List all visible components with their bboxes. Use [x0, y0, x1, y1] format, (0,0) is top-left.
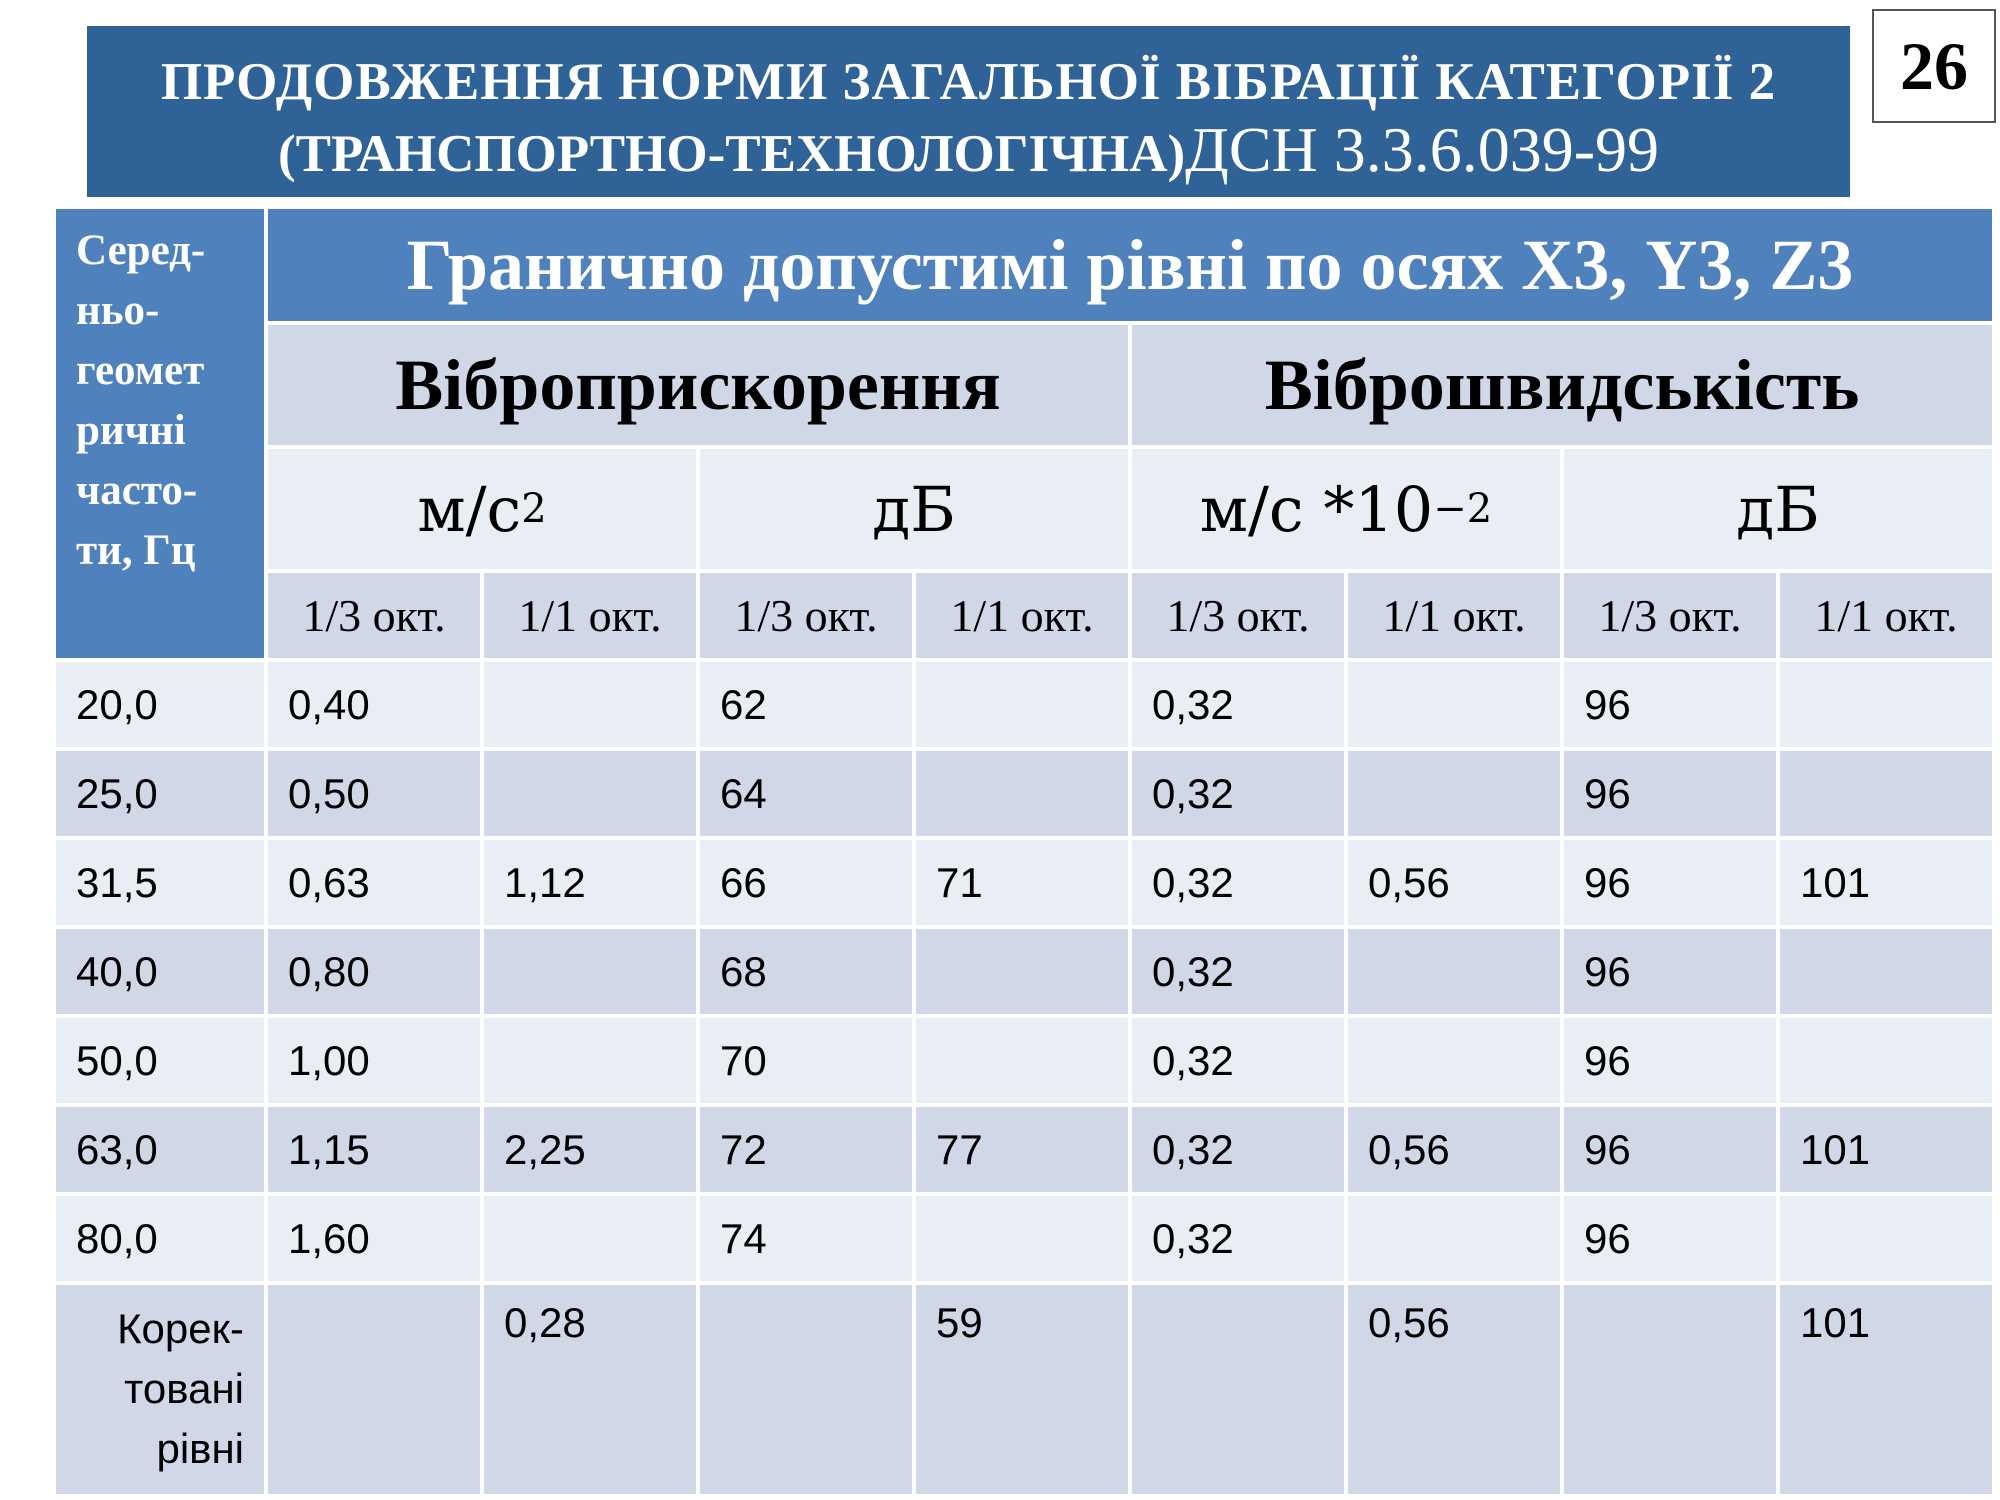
table-cell: 0,32	[1132, 929, 1344, 1014]
table-cell: 96	[1564, 1018, 1776, 1103]
table-cell	[484, 751, 696, 836]
table-cell	[484, 929, 696, 1014]
unit-header: м/с 2	[268, 449, 696, 569]
table-cell: 71	[916, 840, 1128, 925]
frequency-cell: 31,5	[56, 840, 264, 925]
table-cell: 74	[700, 1196, 912, 1281]
table-cell: 0,40	[268, 662, 480, 747]
octave-header: 1/3 окт.	[700, 573, 912, 658]
group-header-velocity: Віброшвидськість	[1132, 325, 1992, 445]
corrected-level-cell: 59	[916, 1285, 1128, 1494]
table-cell	[916, 751, 1128, 836]
table-cell: 0,56	[1348, 1107, 1560, 1192]
table-cell	[484, 1196, 696, 1281]
unit-base: м/с	[417, 472, 522, 546]
table-cell: 62	[700, 662, 912, 747]
frequency-column-header: Серед- ньо- геомет ричні часто- ти, Гц	[56, 209, 264, 658]
corrected-level-cell	[1132, 1285, 1344, 1494]
table-cell: 0,56	[1348, 840, 1560, 925]
main-header: Гранично допустимі рівні по осях Х3, Y3, Z3	[268, 209, 1992, 321]
group-header-acceleration: Віброприскорення	[268, 325, 1128, 445]
table-cell	[916, 929, 1128, 1014]
frequency-cell: 63,0	[56, 1107, 264, 1192]
table-cell: 96	[1564, 1107, 1776, 1192]
corrected-level-cell: 101	[1780, 1285, 1992, 1494]
octave-header: 1/3 окт.	[268, 573, 480, 658]
table-cell: 77	[916, 1107, 1128, 1192]
frequency-cell: 50,0	[56, 1018, 264, 1103]
octave-header: 1/3 окт.	[1564, 573, 1776, 658]
unit-base: дБ	[1736, 472, 1820, 546]
table-cell	[1780, 929, 1992, 1014]
table-cell: 0,32	[1132, 840, 1344, 925]
table-cell: 2,25	[484, 1107, 696, 1192]
corrected-level-cell	[700, 1285, 912, 1494]
table-cell: 101	[1780, 1107, 1992, 1192]
table-cell: 96	[1564, 662, 1776, 747]
table-cell	[1348, 751, 1560, 836]
table-cell: 0,32	[1132, 1107, 1344, 1192]
table-cell: 66	[700, 840, 912, 925]
table-cell: 96	[1564, 929, 1776, 1014]
corrected-level-cell: 0,56	[1348, 1285, 1560, 1494]
unit-header	[700, 449, 1128, 569]
table-cell: 0,32	[1132, 662, 1344, 747]
table-cell: 1,15	[268, 1107, 480, 1192]
title-line-2	[87, 116, 1850, 188]
table-cell: 0,50	[268, 751, 480, 836]
frequency-cell: 25,0	[56, 751, 264, 836]
slide-title	[87, 26, 1850, 197]
unit-base: дБ	[872, 472, 956, 546]
table-cell: 64	[700, 751, 912, 836]
corrected-level-cell: 0,28	[484, 1285, 696, 1494]
table-cell	[916, 1018, 1128, 1103]
table-cell	[1348, 929, 1560, 1014]
table-cell	[1780, 662, 1992, 747]
corrected-levels-label: Корек- товані рівні	[56, 1285, 264, 1494]
octave-header: 1/3 окт.	[1132, 573, 1344, 658]
table-cell	[484, 662, 696, 747]
table-cell: 70	[700, 1018, 912, 1103]
unit-header	[1564, 449, 1992, 569]
title-line-2-bold: (ТРАНСПОРТНО-ТЕХНОЛОГІЧНА)	[277, 125, 1186, 183]
table-cell: 96	[1564, 1196, 1776, 1281]
frequency-cell: 80,0	[56, 1196, 264, 1281]
corrected-level-cell	[1564, 1285, 1776, 1494]
table-cell	[916, 1196, 1128, 1281]
vibration-norms-table	[56, 209, 1992, 1494]
table-cell: 1,00	[268, 1018, 480, 1103]
table-cell: 68	[700, 929, 912, 1014]
table-cell: 96	[1564, 751, 1776, 836]
table-cell: 0,32	[1132, 751, 1344, 836]
table-cell: 101	[1780, 840, 1992, 925]
octave-header: 1/1 окт.	[484, 573, 696, 658]
unit-header: м/с *10 −2	[1132, 449, 1560, 569]
corrected-level-cell	[268, 1285, 480, 1494]
table-cell: 0,32	[1132, 1196, 1344, 1281]
table-cell: 72	[700, 1107, 912, 1192]
table-cell	[1780, 1196, 1992, 1281]
table-cell	[1348, 1018, 1560, 1103]
table-cell	[1780, 1018, 1992, 1103]
table-cell	[484, 1018, 696, 1103]
table-cell	[916, 662, 1128, 747]
unit-base: м/с *10	[1199, 472, 1434, 546]
table-cell	[1780, 751, 1992, 836]
table-cell: 0,63	[268, 840, 480, 925]
octave-header: 1/1 окт.	[1348, 573, 1560, 658]
table-cell: 1,60	[268, 1196, 480, 1281]
frequency-cell: 20,0	[56, 662, 264, 747]
table-cell: 96	[1564, 840, 1776, 925]
title-line-2-standard: ДСН 3.3.6.039-99	[1185, 114, 1660, 185]
octave-header: 1/1 окт.	[916, 573, 1128, 658]
octave-header: 1/1 окт.	[1780, 573, 1992, 658]
frequency-cell: 40,0	[56, 929, 264, 1014]
slide-number: 26	[1872, 9, 1996, 123]
table-cell	[1348, 1196, 1560, 1281]
table-cell: 0,80	[268, 929, 480, 1014]
table-cell	[1348, 662, 1560, 747]
table-cell: 0,32	[1132, 1018, 1344, 1103]
title-line-1: ПРОДОВЖЕННЯ НОРМИ ЗАГАЛЬНОЇ ВІБРАЦІЇ КАТЕГОРІЇ 2	[160, 53, 1777, 111]
table-cell: 1,12	[484, 840, 696, 925]
